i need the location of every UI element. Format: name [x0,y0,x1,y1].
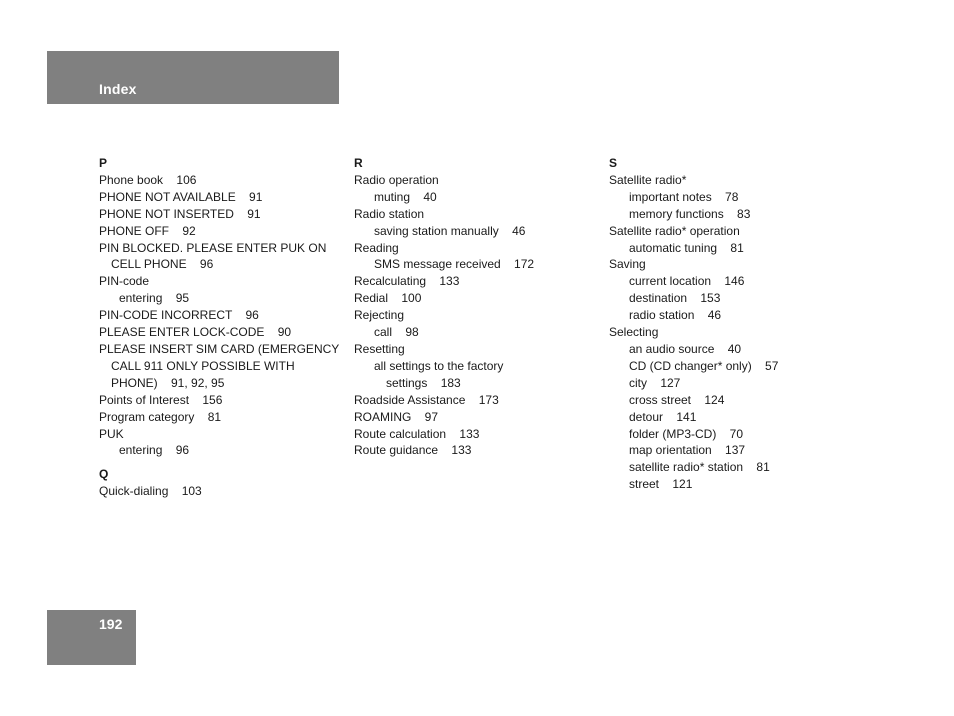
page-number: 192 [99,616,123,632]
index-subentry-continuation: settings 183 [386,375,461,390]
index-entry: PHONE NOT INSERTED 91 [99,206,261,221]
index-entry: PIN-code [99,274,150,289]
index-subentry: SMS message received 172 [374,257,535,272]
index-subentry: entering 96 [119,443,190,458]
index-subentry: muting 40 [374,189,437,204]
index-column-s [609,155,849,493]
index-entry: Reading [354,240,399,255]
index-entry: PIN-CODE INCORRECT 96 [99,308,259,323]
index-letter-p: P [99,156,108,170]
index-entry-continuation: CELL PHONE 96 [111,257,214,272]
index-entry: PUK [99,426,124,441]
index-entry: Phone book 106 [99,172,197,187]
index-entry: Saving [609,257,646,272]
index-entry: Redial 100 [354,291,422,306]
index-entry-continuation: PHONE) 91, 92, 95 [111,375,225,390]
index-entry: Selecting [609,325,659,340]
section-title: Index [99,81,137,97]
index-subentry: important notes 78 [629,189,739,204]
index-subentry: detour 141 [629,409,697,424]
index-subentry: call 98 [374,325,419,340]
index-subentry: memory functions 83 [629,206,751,221]
index-subentry: map orientation 137 [629,443,746,458]
index-entry: ROAMING 97 [354,409,439,424]
index-subentry: folder (MP3-CD) 70 [629,426,744,441]
index-entry: Satellite radio* operation [609,223,740,238]
index-entry-continuation: CALL 911 ONLY POSSIBLE WITH [111,358,295,373]
index-entry: Points of Interest 156 [99,392,223,407]
index-entry: PHONE OFF 92 [99,223,196,238]
index-subentry: entering 95 [119,291,190,306]
index-letter-r: R [354,156,363,170]
index-letter-s: S [609,156,618,170]
index-entry: Radio station [354,206,425,221]
index-entry: Roadside Assistance 173 [354,392,499,407]
index-subentry: city 127 [629,375,681,390]
index-letter-q: Q [99,467,109,482]
index-column-p [99,155,339,500]
index-entry: PHONE NOT AVAILABLE 91 [99,189,263,204]
index-subentry: automatic tuning 81 [629,240,744,255]
index-entry: Recalculating 133 [354,274,460,289]
index-entry: Quick-dialing 103 [99,484,202,499]
index-entry: PIN BLOCKED. PLEASE ENTER PUK ON [99,240,327,255]
index-subentry: saving station manually 46 [374,223,526,238]
index-entry: PLEASE ENTER LOCK-CODE 90 [99,325,292,340]
index-entry: Satellite radio* [609,172,687,187]
index-entry: Program category 81 [99,409,222,424]
index-subentry: CD (CD changer* only) 57 [629,358,779,373]
index-subentry: street 121 [629,477,693,492]
index-entry: Route calculation 133 [354,426,480,441]
index-entry: Resetting [354,341,405,356]
index-entry: Radio operation [354,172,439,187]
index-subentry: current location 146 [629,274,745,289]
index-subentry: all settings to the factory [374,358,504,373]
index-subentry: radio station 46 [629,308,722,323]
header-tab [47,51,339,104]
index-entry: Rejecting [354,308,405,323]
index-subentry: an audio source 40 [629,341,742,356]
index-subentry: satellite radio* station 81 [629,460,770,475]
index-subentry: destination 153 [629,291,721,306]
index-entry: Route guidance 133 [354,443,472,458]
page-number-tab [47,610,136,665]
index-column-r [354,155,594,459]
index-subentry: cross street 124 [629,392,725,407]
index-entry: PLEASE INSERT SIM CARD (EMERGENCY [99,341,340,356]
